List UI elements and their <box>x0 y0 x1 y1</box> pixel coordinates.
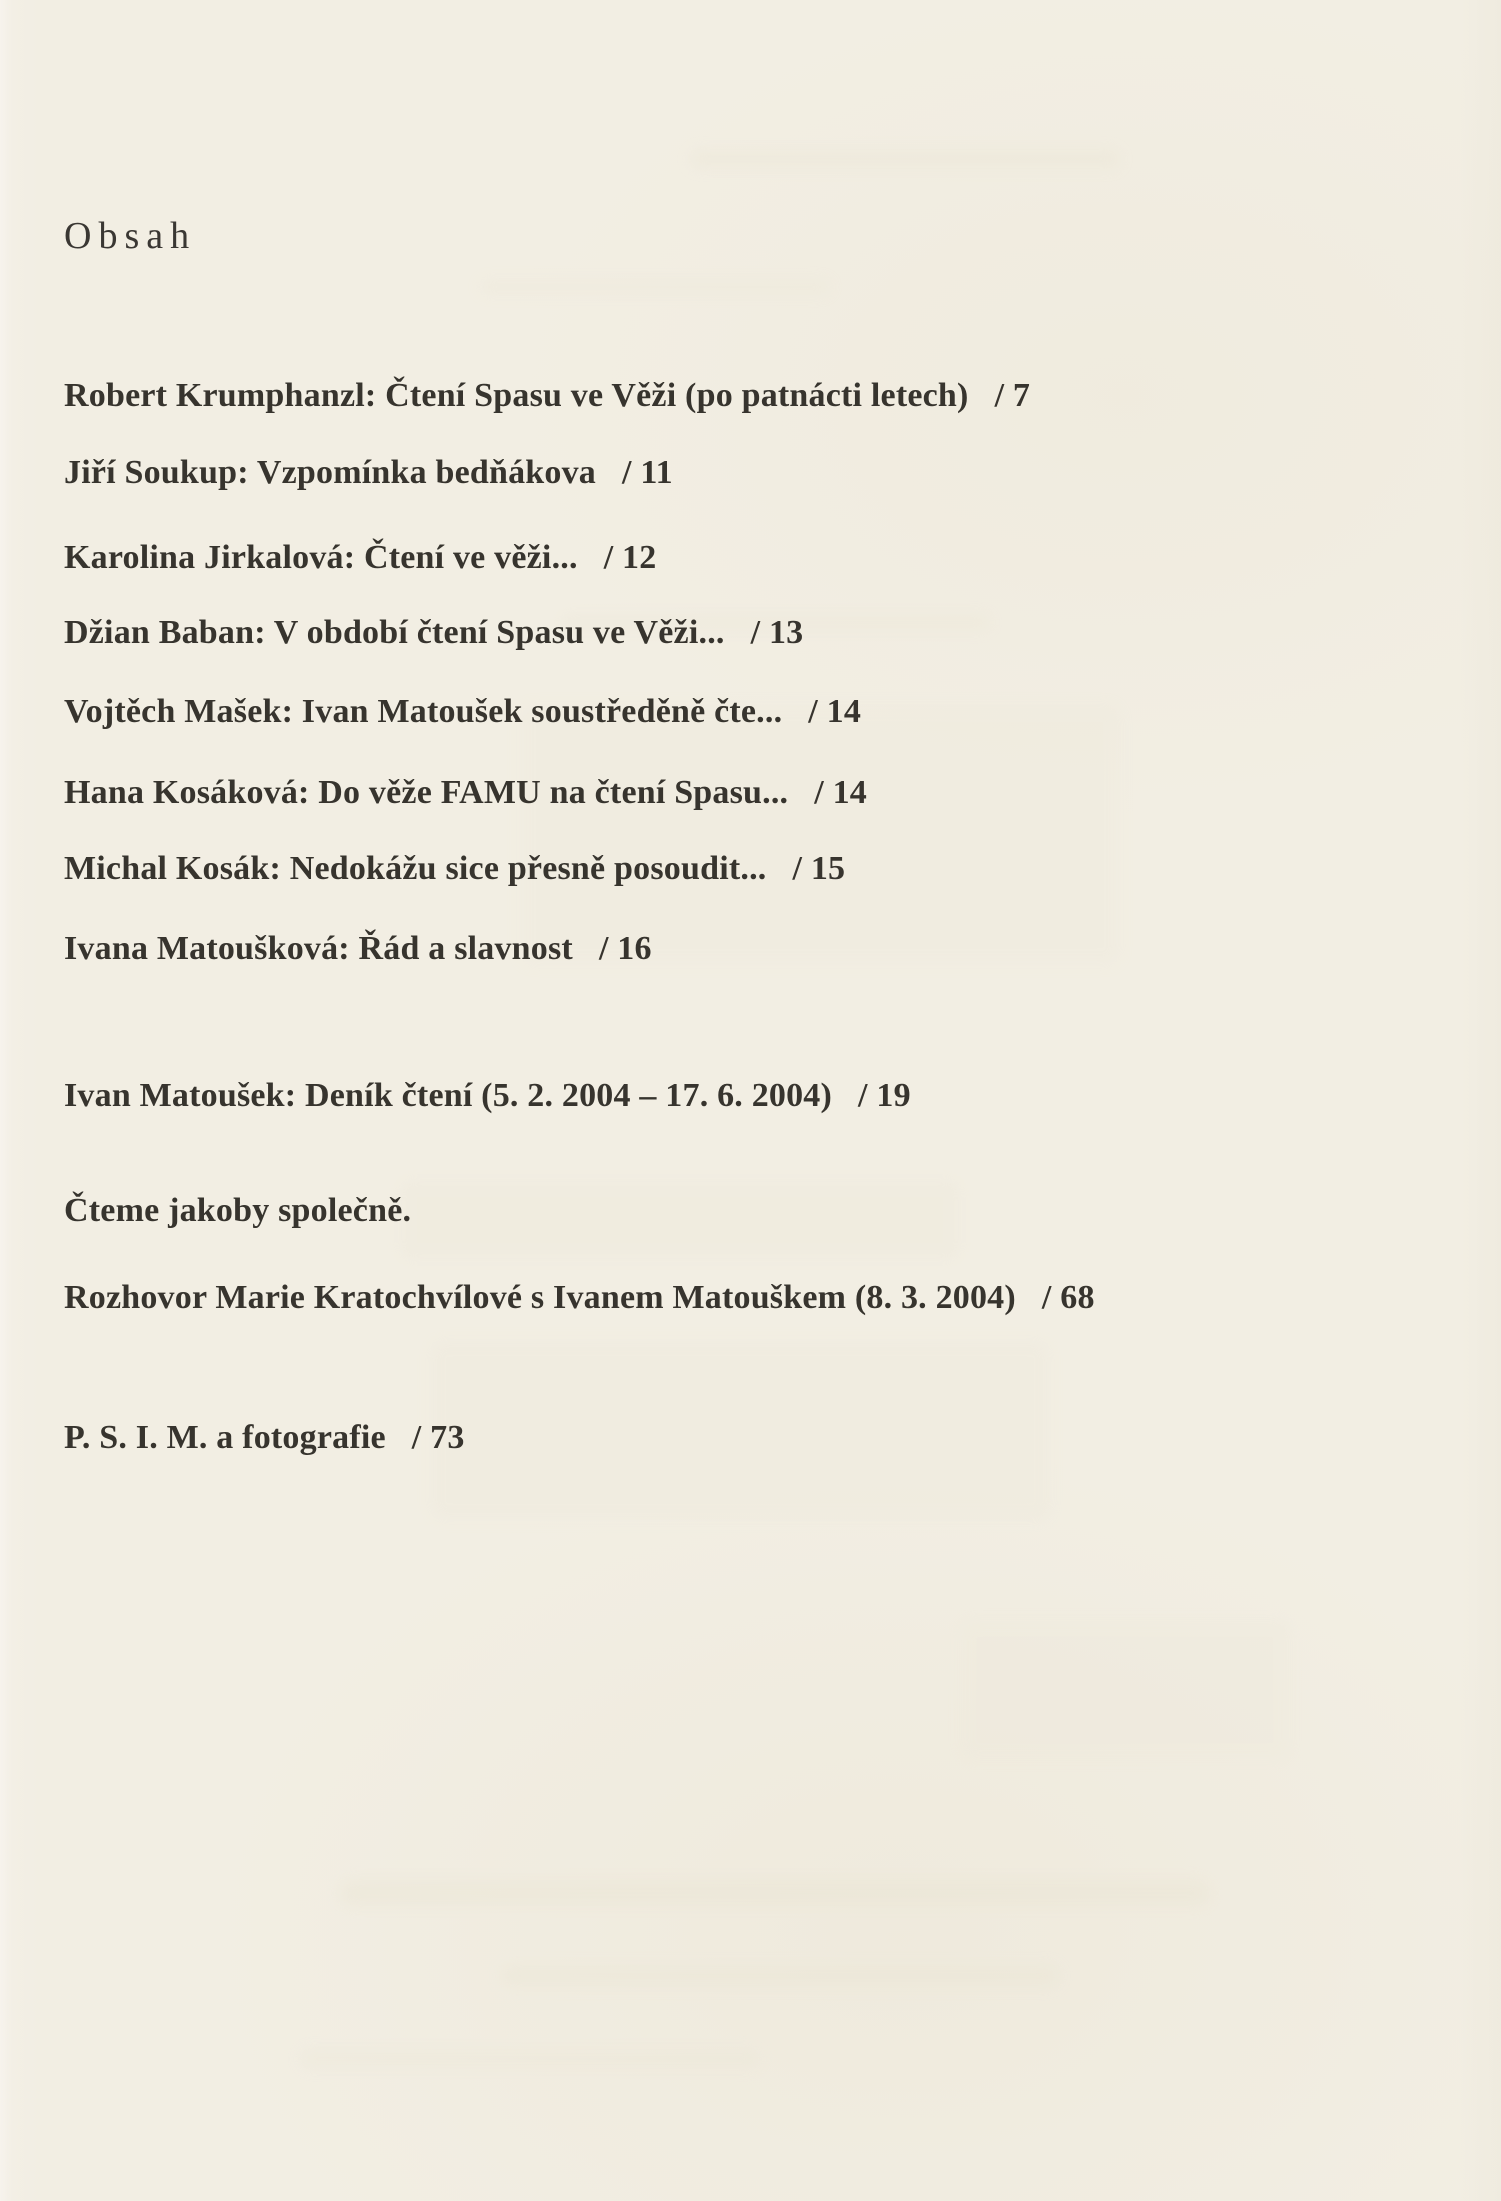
toc-entry-text: Karolina Jirkalová: Čtení ve věži... <box>64 539 578 576</box>
bleed-through-artifact <box>480 280 830 294</box>
bleed-through-artifact <box>520 705 1120 965</box>
toc-entry <box>64 929 652 968</box>
toc-entry-text: Hana Kosáková: Do věže FAMU na čtení Spasu... <box>64 774 789 811</box>
toc-entry-text: Ivana Matoušková: Řád a slavnost <box>64 930 573 967</box>
toc-entry-page-number: / 16 <box>598 930 652 967</box>
toc-entry-text: Jiří Soukup: Vzpomínka bedňákova <box>64 454 597 491</box>
toc-entry-text: Čteme jakoby společně. <box>64 1192 412 1229</box>
toc-entry-page-number: / 73 <box>411 1419 465 1456</box>
toc-entry-page-number: / 12 <box>603 539 657 576</box>
toc-entry-page-number: / 15 <box>792 850 846 887</box>
toc-entry-page-number: / 19 <box>858 1077 911 1114</box>
toc-entry-page-number: / 7 <box>994 377 1031 414</box>
toc-entry-text: Džian Baban: V období čtení Spasu ve Věži... <box>64 614 725 651</box>
toc-entry <box>64 1076 911 1115</box>
bleed-through-artifact <box>690 150 1120 168</box>
toc-entry-page-number: / 68 <box>1041 1279 1095 1316</box>
bleed-through-artifact <box>960 1620 1290 1760</box>
bleed-through-artifact <box>300 2050 760 2068</box>
toc-entry-page-number: / 13 <box>750 614 804 651</box>
toc-entry-page-number: / 14 <box>814 774 868 811</box>
toc-entry <box>64 773 867 812</box>
bleed-through-artifact <box>430 1340 1050 1520</box>
toc-entry-text: Rozhovor Marie Kratochvílové s Ivanem Matouškem (8. 3. 2004) <box>64 1279 1016 1316</box>
bleed-through-artifact <box>400 1180 960 1260</box>
toc-entry <box>64 613 803 652</box>
toc-entry <box>64 538 656 577</box>
page-title: Obsah <box>64 215 197 257</box>
toc-entry-text: P. S. I. M. a fotografie <box>64 1419 386 1456</box>
toc-entry <box>64 453 673 492</box>
toc-entry <box>64 1191 411 1230</box>
bleed-through-artifact <box>500 1965 1060 1987</box>
toc-entry <box>64 376 1030 415</box>
toc-entry-text: Robert Krumphanzl: Čtení Spasu ve Věži (po patnácti letech) <box>64 377 969 414</box>
toc-entry-page-number: / 14 <box>808 693 862 730</box>
toc-entry <box>64 1278 1095 1317</box>
toc-entry-text: Ivan Matoušek: Deník čtení (5. 2. 2004 – 17. 6. 2004) <box>64 1077 833 1114</box>
toc-entry <box>64 849 845 888</box>
toc-entry <box>64 1418 465 1457</box>
toc-entry-page-number: / 11 <box>622 454 673 491</box>
toc-entry-text: Vojtěch Mašek: Ivan Matoušek soustředěně čte... <box>64 693 783 730</box>
bleed-through-artifact <box>340 1880 1210 1906</box>
toc-entry-text: Michal Kosák: Nedokážu sice přesně posoudit... <box>64 850 767 887</box>
toc-entry <box>64 692 861 731</box>
